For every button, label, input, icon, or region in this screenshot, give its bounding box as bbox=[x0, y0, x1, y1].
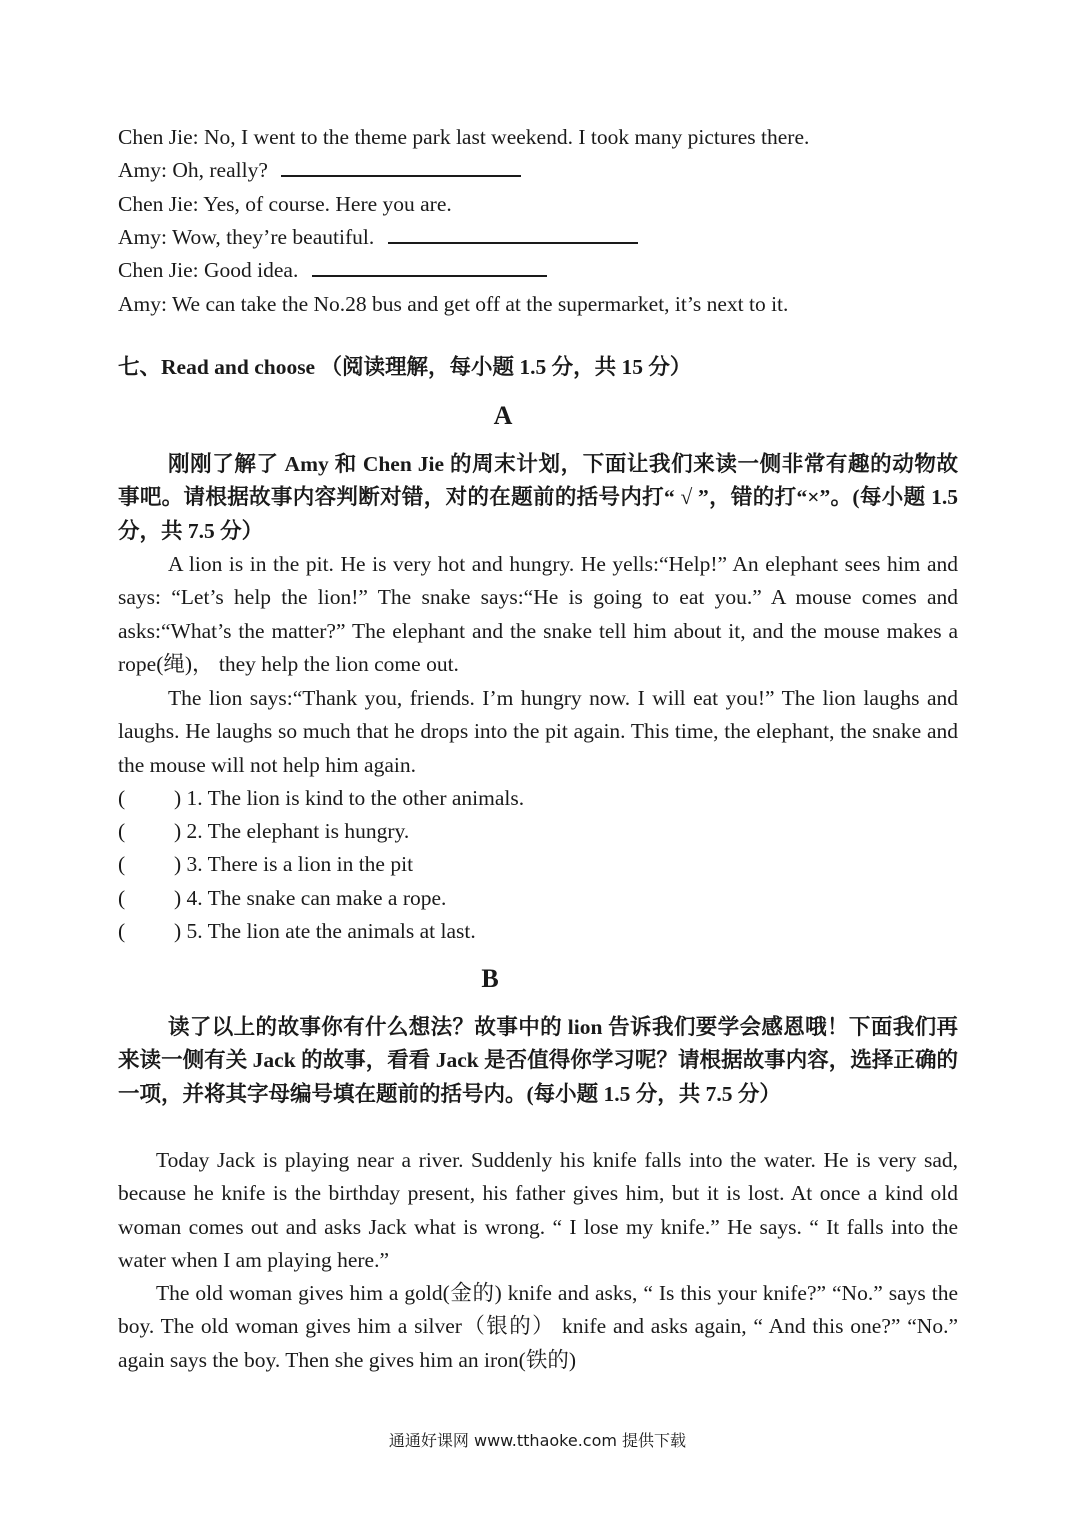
footer-download-note: 通通好课网 www.tthaoke.com 提供下载 bbox=[388, 1431, 687, 1450]
part-a-letter: A bbox=[493, 401, 513, 430]
answer-paren[interactable]: ( bbox=[118, 852, 126, 876]
question-row bbox=[118, 882, 958, 915]
part-b-letter: B bbox=[481, 964, 499, 993]
question-text: ) 3. There is a lion in the pit bbox=[174, 852, 414, 876]
answer-paren[interactable]: ( bbox=[118, 786, 126, 810]
question-row bbox=[118, 815, 958, 848]
question-text: ) 1. The lion is kind to the other animals. bbox=[174, 786, 525, 810]
part-a-paragraph-1: A lion is in the pit. He is very hot and hungry. He yells:“Help!” An elephant sees him and says: “Let’s help the lion!” The snake says:“He is going to eat you.” A mouse comes and asks:“What’s the matter?” The elephant and the snake tell him about it, and the mouse makes a rope(绳)， they help the lion come out. bbox=[118, 552, 958, 677]
dialogue-line-5 bbox=[118, 254, 958, 287]
answer-blank[interactable] bbox=[281, 155, 521, 177]
answer-paren[interactable]: ( bbox=[118, 919, 126, 943]
dialogue-text: Chen Jie: No, I went to the theme park last weekend. I took many pictures there. bbox=[118, 125, 810, 149]
question-row bbox=[118, 782, 958, 815]
dialogue-line-4 bbox=[118, 221, 958, 254]
question-text: ) 2. The elephant is hungry. bbox=[174, 819, 410, 843]
dialogue-line-3 bbox=[118, 188, 958, 221]
dialogue-text: Chen Jie: Good idea. bbox=[118, 258, 299, 282]
dialogue-text: Amy: Oh, really? bbox=[118, 158, 268, 182]
part-b-instruction: 读了以上的故事你有什么想法？故事中的 lion 告诉我们要学会感恩哦！下面我们再来读一侧有关 Jack 的故事，看看 Jack 是否值得你学习呢？请根据故事内容，选择正确的一项，并将其字母编号填在题前的括号内。(每小题 1.5 分，共 7.5 分） bbox=[118, 1015, 958, 1106]
dialogue-text: Chen Jie: Yes, of course. Here you are. bbox=[118, 192, 452, 216]
answer-paren[interactable]: ( bbox=[118, 819, 126, 843]
question-row bbox=[118, 848, 958, 881]
dialogue-line-1 bbox=[118, 121, 958, 154]
dialogue-text: Amy: Wow, they’re beautiful. bbox=[118, 225, 375, 249]
part-b-paragraph-1: Today Jack is playing near a river. Suddenly his knife falls into the water. He is very sad, because he knife is the birthday present, his father gives him, but it is lost. At once a kind old woman comes out and asks Jack what is wrong. “ I lose my knife.” He says. “ It falls into the water when I am playing here.” bbox=[118, 1148, 958, 1273]
dialogue-text: Amy: We can take the No.28 bus and get off at the supermarket, it’s next to it. bbox=[118, 292, 789, 316]
part-b-paragraph-2: The old woman gives him a gold(金的) knife and asks, “ Is this your knife?” “No.” says the boy. The old woman gives him a silver（银的） knife and asks again, “ And this one?” “No.” again says the boy. Then she gives him an iron(铁的) bbox=[118, 1281, 958, 1372]
question-text: ) 5. The lion ate the animals at last. bbox=[174, 919, 476, 943]
question-row bbox=[118, 915, 958, 948]
answer-blank[interactable] bbox=[388, 222, 638, 244]
question-text: ) 4. The snake can make a rope. bbox=[174, 886, 447, 910]
dialogue-line-2 bbox=[118, 154, 958, 187]
part-a-instruction: 刚刚了解了 Amy 和 Chen Jie 的周末计划，下面让我们来读一侧非常有趣的动物故事吧。请根据故事内容判断对错，对的在题前的括号内打“ √ ”，错的打“×”。(每小题 1.5 分，共 7.5 分） bbox=[118, 452, 958, 543]
answer-paren[interactable]: ( bbox=[118, 886, 126, 910]
part-a-paragraph-2: The lion says:“Thank you, friends. I’m hungry now. I will eat you!” The lion laughs and laughs. He laughs so much that he drops into the pit again. This time, the elephant, the snake and the mouse will not help him again. bbox=[118, 686, 958, 777]
section-heading: 七、Read and choose （阅读理解，每小题 1.5 分，共 15 分） bbox=[118, 355, 692, 379]
dialogue-line-6 bbox=[118, 288, 958, 321]
answer-blank[interactable] bbox=[312, 255, 547, 277]
